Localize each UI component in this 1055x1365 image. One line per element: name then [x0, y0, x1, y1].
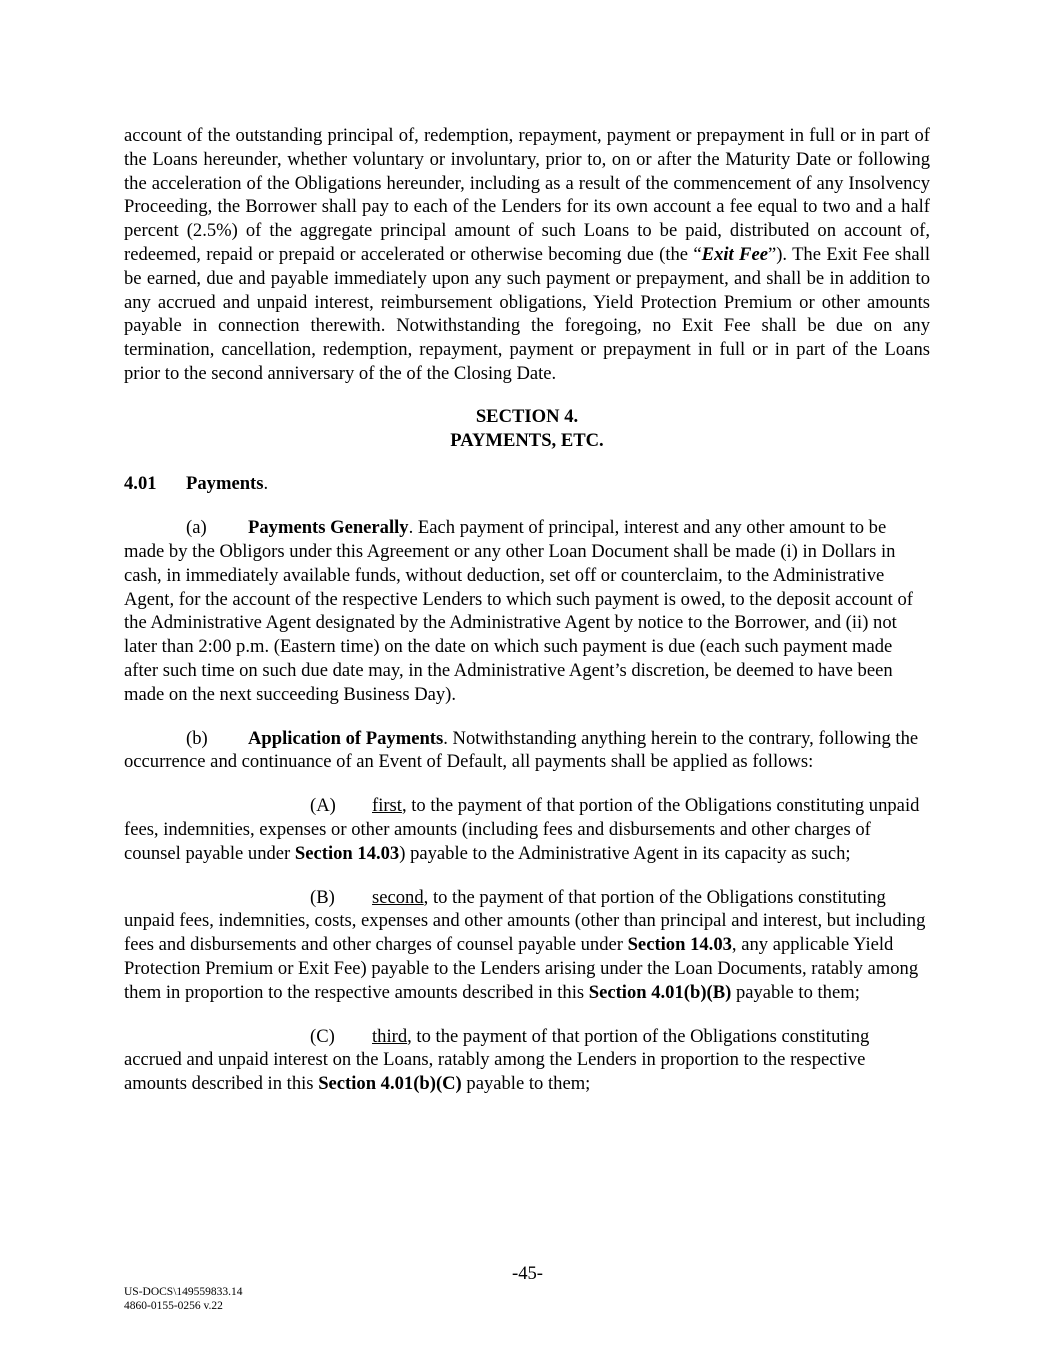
- section-heading: [124, 405, 930, 453]
- item-b-keyword: second: [372, 886, 424, 908]
- item-b-section-ref-2: Section 4.01(b)(B): [588, 981, 732, 1003]
- item-c-keyword: third: [372, 1025, 408, 1047]
- document-id-1: US-DOCS\149559833.14: [124, 1286, 243, 1298]
- paragraph-a-title: Payments Generally: [248, 517, 409, 539]
- document-page: [124, 124, 930, 1096]
- paragraph-b-text: . Notwithstanding anything herein to the contrary, following the occurrence and continuance of an Event of Default, all payments shall be applied as follows:: [124, 727, 919, 773]
- subsection-heading: [124, 472, 930, 496]
- paragraph-a-text: . Each payment of principal, interest and any other amount to be made by the Obligors under this Agreement or any other Loan Document shall be made (i) in Dollars in cash, in immediately available funds, without deduction, set off or counterclaim, to the Administrative Agent, for the account of the respective Lenders to which such payment is owed, to the deposit account of the Administrative Agent designated by the Administrative Agent by notice to the Borrower, and (ii) not later than 2:00 p.m. (Eastern time) on the date on which such payment is due (each such payment made after such time on such due date may, in the Administrative Agent’s discretion, be deemed to have been made on the next succeeding Business Day).: [124, 517, 913, 705]
- item-a-text-1: , to the payment of that portion of the Obligations constituting unpaid fees, indemnities, expenses or other amounts (including fees and disbursements and other charges of counsel payable under: [124, 795, 920, 864]
- item-c-text-1: , to the payment of that portion of the Obligations constituting accrued and unpaid interest on the Loans, ratably among the Lenders in proportion to the respective amounts described in this: [124, 1025, 870, 1095]
- item-c-text-2: payable to them;: [461, 1073, 591, 1095]
- subsection-title-period: .: [263, 473, 269, 495]
- section-title: PAYMENTS, ETC.: [450, 429, 604, 451]
- item-c-label: (C): [310, 1025, 335, 1047]
- item-a-text-2: ) payable to the Administrative Agent in its capacity as such;: [399, 842, 851, 864]
- subsection-title: Payments: [186, 473, 264, 495]
- item-a-label: (A): [310, 795, 336, 817]
- item-c-section-ref: Section 4.01(b)(C): [318, 1073, 462, 1095]
- subsection-number: 4.01: [124, 473, 157, 495]
- document-ids: [124, 1285, 243, 1313]
- paragraph-a-label: (a): [186, 517, 207, 539]
- page-number: -45-: [512, 1263, 543, 1284]
- paragraph-b-title: Application of Payments: [248, 727, 444, 749]
- section-number: SECTION 4.: [475, 405, 579, 427]
- item-b-text-2: , any applicable Yield Protection Premium or Exit Fee) payable to the Lenders arising under the Loan Documents, ratably among them in proportion to the respective amounts described in this: [124, 934, 919, 1003]
- intro-text-2: ”). The Exit Fee shall be earned, due and payable immediately upon any such payment or prepayment, and shall be in addition to any accrued and unpaid interest, reimbursement obligations, Yield Protection Premium or other amounts payable in connection therewith. Notwithstanding the foregoing, no Exit Fee shall be due on any termination, cancellation, redemption, repayment, payment or prepayment in full or in part of the Loans prior to the second anniversary of the of the Closing Date.: [124, 243, 930, 384]
- intro-text-1: account of the outstanding principal of, redemption, repayment, payment or prepayment in full or in part of the Loans hereunder, whether voluntary or involuntary, prior to, on or after the Maturity Date or following the acceleration of the Obligations hereunder, including as a result of the commencement of any Insolvency Proceeding, the Borrower shall pay to each of the Lenders for its own account a fee equal to two and a half percent (2.5%) of the aggregate principal amount of such Loans to be paid, distributed on account of, redeemed, repaid or prepaid or accelerated or otherwise becoming due (the “: [124, 125, 930, 265]
- paragraph-b: [124, 727, 930, 775]
- item-a-keyword: first: [372, 795, 402, 817]
- document-id-2: 4860-0155-0256 v.22: [124, 1300, 223, 1312]
- item-b-text-3: payable to them;: [731, 981, 860, 1003]
- item-a-section-ref: Section 14.03: [294, 842, 400, 864]
- intro-paragraph: [124, 124, 930, 386]
- paragraph-b-label: (b): [186, 727, 208, 749]
- item-b-text-1: , to the payment of that portion of the Obligations constituting unpaid fees, indemnities, costs, expenses and other amounts (other than principal and interest, but including fees and disbursements and other charges of counsel payable under: [124, 886, 926, 956]
- item-b: [124, 886, 930, 1005]
- paragraph-a: [124, 516, 930, 706]
- item-b-section-ref-1: Section 14.03: [627, 934, 732, 956]
- item-b-label: (B): [310, 886, 335, 908]
- item-a: [124, 794, 930, 865]
- item-c: [124, 1025, 930, 1096]
- defined-term-exit-fee: Exit Fee: [701, 243, 768, 265]
